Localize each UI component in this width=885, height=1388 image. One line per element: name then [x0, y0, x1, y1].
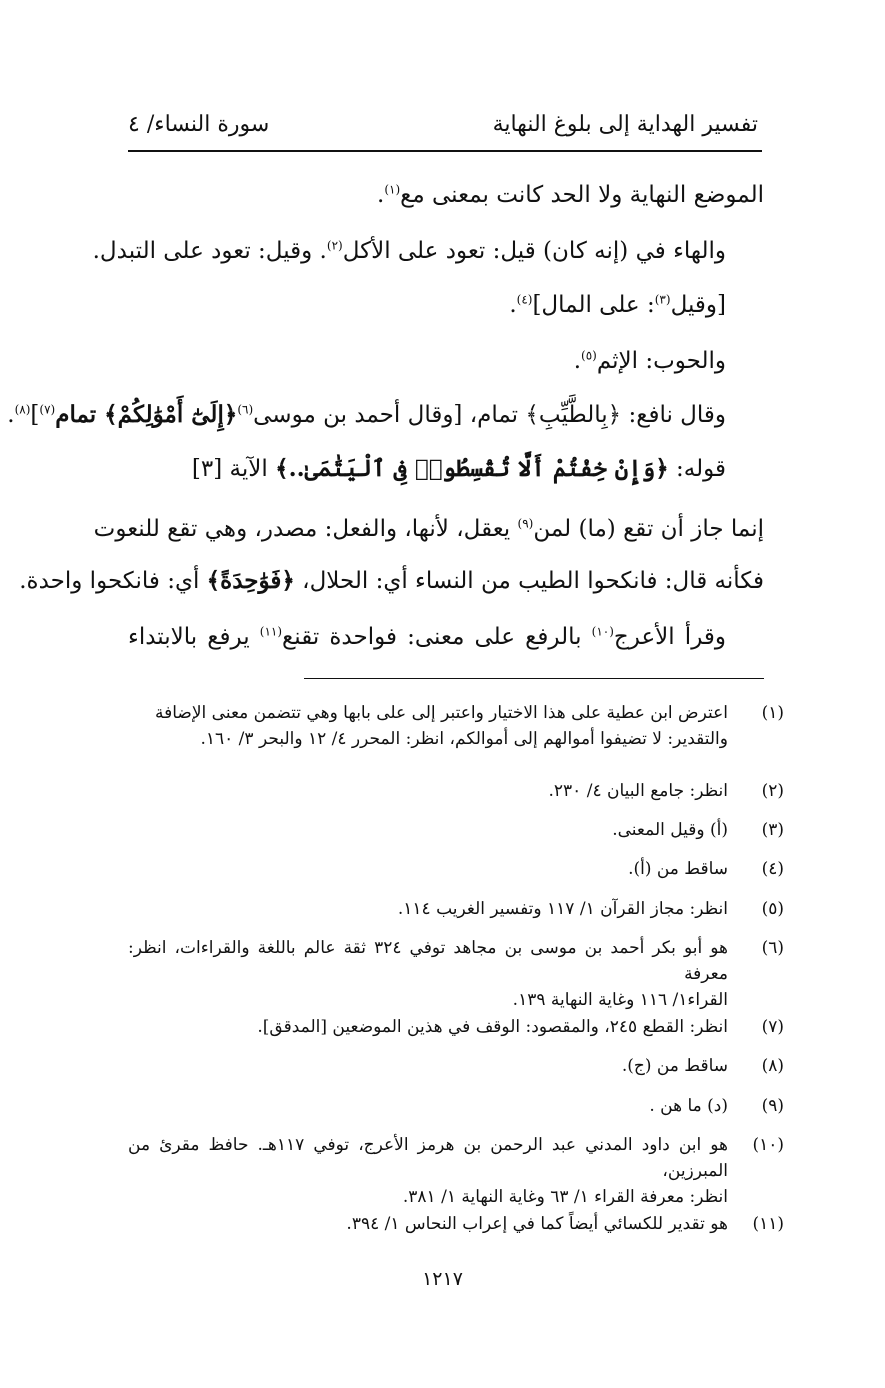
- footnote-text: هو تقدير للكسائي أيضاً كما في إعراب النحاس ١/ ٣٩٤.: [346, 1214, 728, 1234]
- footnote-number: (٤): [761, 859, 784, 879]
- surah-reference: سورة النساء/ ٤: [128, 112, 270, 137]
- text-line-3: [وقيل$^{(٣)}$: على المال]$^{(٤)}$.: [509, 292, 726, 318]
- header-divider: [128, 150, 762, 152]
- text-line-7: إنما جاز أن تقع (ما) لمن$^{(٩)}$ يعقل، لأنها، والفعل: مصدر، وهي تقع للنعوت: [93, 516, 764, 542]
- quran-quote: ﴿فَوَٰحِدَةً﴾: [206, 567, 295, 594]
- text-line-2: والهاء في (إنه كان) قيل: تعود على الأكل$^{(٢)}$. وقيل: تعود على التبدل.: [92, 238, 726, 264]
- footnote-text: انظر: القطع ٢٤٥، والمقصود: الوقف في هذين الموضعين [المدقق].: [257, 1017, 728, 1037]
- footnote-ref-2[interactable]: (٢): [326, 238, 343, 253]
- book-title: تفسير الهداية إلى بلوغ النهاية: [492, 112, 758, 137]
- footnote-ref-11[interactable]: (١١): [259, 624, 283, 639]
- text-line-6: قوله: ﴿وَإِنْ خِفْتُمْ أَلَّا تُقْسِطُوا۟ فِى ٱلْيَتَٰمَىٰ..﴾ الآية [٣]: [191, 455, 726, 482]
- text-line-9: وقرأ الأعرج$^{(١٠)}$ بالرفع على معنى: فواحدة تقنع$^{(١١)}$ يرفع بالابتداء: [128, 624, 726, 650]
- text-line-8: فكأنه قال: فانكحوا الطيب من النساء أي: الحلال، ﴿فَوَٰحِدَةً﴾ أي: فانكحوا واحدة.: [19, 567, 764, 594]
- footnote-text: انظر: مجاز القرآن ١/ ١١٧ وتفسير الغريب ١١٤.: [397, 899, 728, 919]
- footnote-text: هو أبو بكر أحمد بن موسى بن مجاهد توفي ٣٢٤ ثقة عالم باللغة والقراءات، انظر: معرفة القراء١/ ١١٦ وغاية النهاية ١٣٩.: [128, 938, 728, 1010]
- footnote-text: اعترض ابن عطية على هذا الاختيار واعتبر إلى على بابها وهي تتضمن معنى الإضافة والتقدير: لا تضيفوا أموالهم إلى أموالكم، انظر: المحرر ٤/ ١٢ والبحر ٣/ ١٦٠.: [154, 703, 728, 749]
- footnote-ref-10[interactable]: (١٠): [591, 624, 614, 639]
- footnote-number: (١): [761, 703, 784, 723]
- running-header: [128, 112, 758, 152]
- footnote-text: (د) ما هن .: [649, 1096, 728, 1116]
- footnote-number: (١٠): [752, 1135, 784, 1155]
- footnote-ref-3[interactable]: (٣): [654, 292, 671, 307]
- footnote-ref-6[interactable]: (٦): [237, 402, 254, 417]
- footnote-number: (١١): [752, 1214, 784, 1234]
- quran-quote: ﴿إِلَىٰٓ أَمْوَٰلِكُمْ﴾ تمام: [55, 401, 238, 428]
- footnote-number: (٧): [761, 1017, 784, 1037]
- footnote-ref-8[interactable]: (٨): [14, 402, 31, 417]
- footnote-ref-9[interactable]: (٩): [517, 516, 534, 531]
- footnote-text: هو ابن داود المدني عبد الرحمن بن هرمز الأعرج، توفي ١١٧هـ. حافظ مقرئ من المبرزين، انظر: معرفة القراء ١/ ٦٣ وغاية النهاية ١/ ٣٨١.: [128, 1135, 729, 1207]
- page-number: ١٢١٧: [422, 1268, 463, 1290]
- footnote-number: (٨): [761, 1056, 784, 1076]
- footnote-number: (٥): [761, 899, 784, 919]
- footnote-text: (أ) وقيل المعنى.: [612, 820, 728, 840]
- footnote-ref-5[interactable]: (٥): [581, 348, 597, 363]
- footnote-ref-1[interactable]: (١): [384, 182, 401, 197]
- footnote-number: (٣): [761, 820, 784, 840]
- text-line-1: الموضع النهاية ولا الحد كانت بمعنى مع$^{(١)}$.: [377, 182, 764, 208]
- footnote-number: (٢): [761, 781, 784, 801]
- footnote-text: ساقط من (ج).: [621, 1056, 728, 1076]
- footnote-number: (٩): [761, 1096, 784, 1116]
- footnote-ref-7[interactable]: (٧): [39, 402, 56, 417]
- text-line-5: وقال نافع: ﴿بِالطَّيِّبِ﴾ تمام، [وقال أحمد بن موسى$^{(٦)}$﴿إِلَىٰٓ أَمْوَٰلِكُمْ﴾ تمام$^{(٧)}$]$^{(٨)}$.: [7, 401, 726, 428]
- footnote-text: انظر: جامع البيان ٤/ ٢٣٠.: [548, 781, 728, 801]
- footnote-divider: [304, 678, 764, 679]
- text-line-4: والحوب: الإثم$^{(٥)}$.: [573, 348, 726, 374]
- footnote-number: (٦): [761, 938, 784, 958]
- footnote-ref-4[interactable]: (٤): [516, 292, 533, 307]
- footnote-text: ساقط من (أ).: [628, 859, 728, 879]
- quran-verse: ﴿وَإِنْ خِفْتُمْ أَلَّا تُقْسِطُوا۟ فِى ٱلْيَتَٰمَىٰ..﴾: [275, 455, 669, 482]
